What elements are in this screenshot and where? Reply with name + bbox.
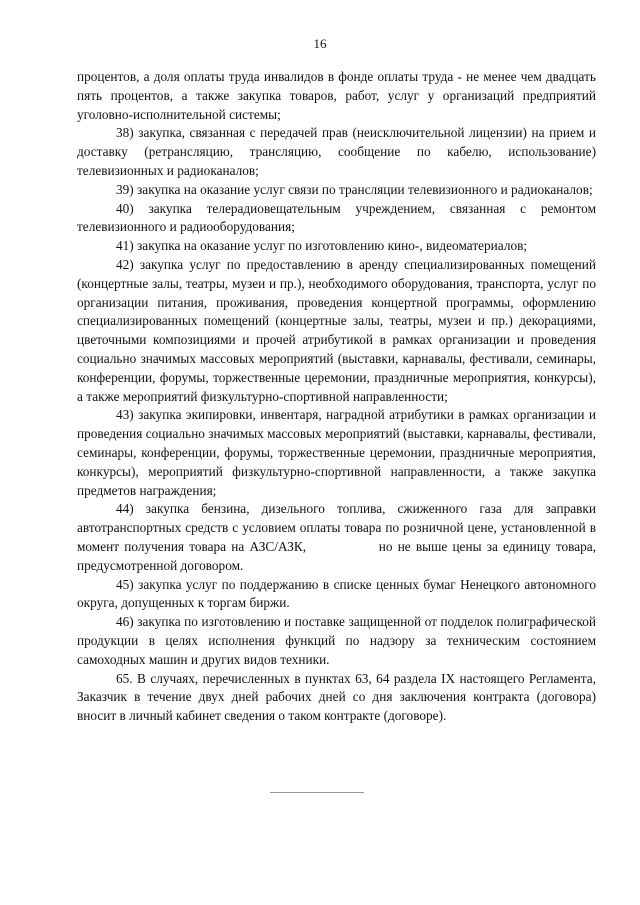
paragraph-item-39: 39) закупка на оказание услуг связи по трансляции телевизионного и радиоканалов;	[116, 181, 593, 197]
paragraph-item-46: 46) закупка по изготовлению и поставке защищенной от подделок полиграфической продукции в целях исполнения функций по надзору за техническим состоянием самоходных машин и других видов техники.	[77, 614, 596, 667]
paragraph-item-41: 41) закупка на оказание услуг по изготовлению кино-, видеоматериалов;	[116, 238, 528, 254]
paragraph-item-42: 42) закупка услуг по предоставлению в аренду специализированных помещений (концертные залы, театры, музеи и пр.), необходимого оборудования, транспорта, услуг по организации питания, проживания, проведения концертной программы, оформлению специализированных помещений (концертные залы, театры, музеи и пр.) декорациями, цветочными композициями и прочей атрибутикой в рамках организации и проведения социально значимых массовых мероприятий (выставки, карнавалы, фестивали, семинары, конференции, форумы, торжественные церемонии, праздничные мероприятия, конкурсы), а также мероприятий физкультурно-спортивной направленности;	[77, 256, 596, 404]
paragraph-clause-65: 65. В случаях, перечисленных в пунктах 63, 64 раздела IX настоящего Регламента, Заказчик в течение двух дней рабочих дней со дня заключения контракта (договора) вносит в личный кабинет сведения о таком контракте (договоре).	[77, 670, 596, 724]
paragraph-item-38: 38) закупка, связанная с передачей прав (неисключительной лицензии) на прием и доставку (ретрансляцию, трансляцию, сообщение по кабелю, использование) телевизионных и радиоканалов;	[77, 125, 596, 178]
paragraph-item-44: 44) закупка бензина, дизельного топлива, сжиженного газа для заправки автотранспортных средств с условием оплаты товара по розничной цене, установленной в момент получения товара на АЗС/АЗК, но не выше цены за единицу товара, предусмотренной договором.	[77, 501, 600, 573]
document-body	[77, 68, 600, 726]
paragraph-continuation: процентов, а доля оплаты труда инвалидов в фонде оплаты труда - не менее чем двадцать пять процентов, а также закупка товаров, работ, услуг у организаций предприятий уголовно-исполнительной системы;	[77, 69, 596, 122]
paragraph-item-40: 40) закупка телерадиовещательным учреждением, связанная с ремонтом телевизионного и радиооборудования;	[77, 200, 596, 235]
paragraph-item-45: 45) закупка услуг по поддержанию в списке ценных бумаг Ненецкого автономного округа, допущенных к торгам биржи.	[77, 576, 596, 611]
page-number: 16	[313, 36, 327, 51]
footer-divider	[270, 792, 364, 793]
paragraph-item-43: 43) закупка экипировки, инвентаря, наградной атрибутики в рамках организации и проведения социально значимых массовых мероприятий (выставки, карнавалы, фестивали, семинары, конференции, форумы, торжественные церемонии, праздничные мероприятия, конкурсы), мероприятий физкультурно-спортивной направленности, а также закупка предметов награждения;	[77, 407, 596, 498]
